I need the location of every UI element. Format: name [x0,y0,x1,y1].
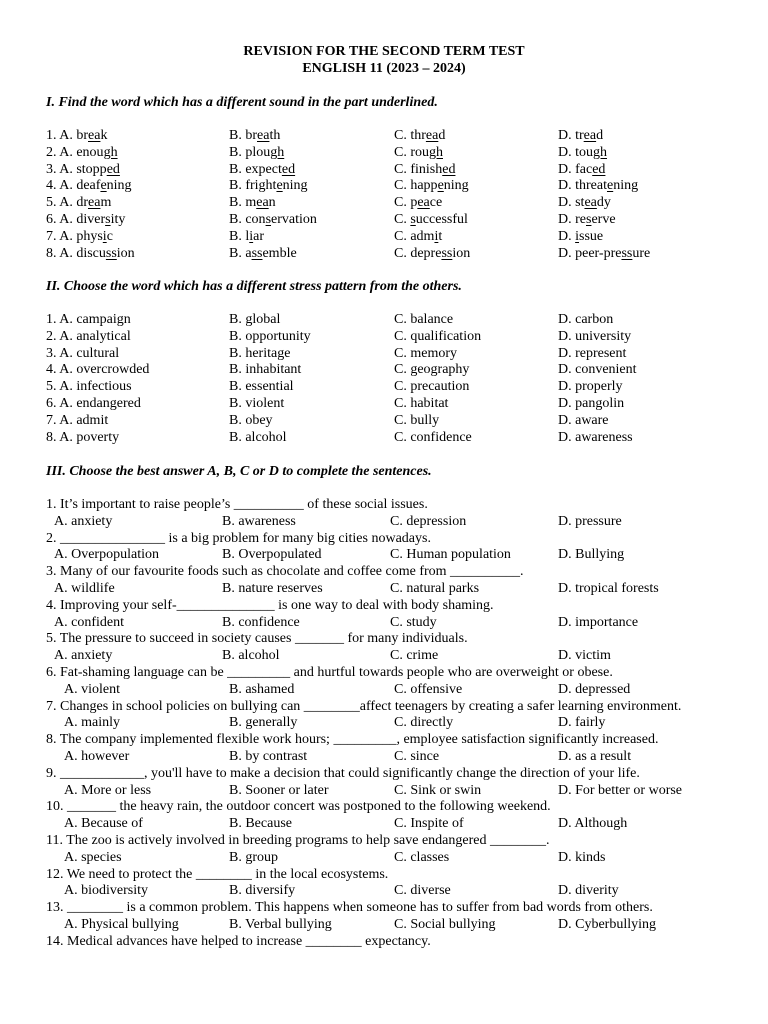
section-1-grid [46,128,726,262]
option-word: C. bully [394,412,440,428]
answer-option: A. More or less [64,782,152,798]
underlined-part: ea [584,195,597,211]
sound-question-row [46,145,726,162]
question-text: 3. Many of our favourite foods such as chocolate and coffee come from __________. [46,564,524,580]
option-word: C. happening [394,178,469,194]
option-word: B. essential [229,379,294,395]
option-word: D. pangolin [558,395,625,411]
option-word: C. rough [394,144,443,160]
answer-option: D. diverity [558,883,619,899]
question-text: 1. It’s important to raise people’s __________ of these social issues. [46,497,428,512]
option-word: 5. A. infectious [46,379,132,395]
underlined-part: gh [593,144,607,160]
question-text: 9. ____________, you'll have to make a decision that could significantly change the direction of your life. [46,765,640,781]
question-text: 5. The pressure to succeed in society causes _______ for many individuals. [46,631,468,647]
option-word: C. memory [394,345,457,361]
answer-option: B. Overpopulated [222,547,322,563]
option-word: 4. A. overcrowded [46,362,150,378]
answer-options [46,648,720,665]
answer-option: A. anxiety [54,513,113,529]
answer-option: B. awareness [222,513,296,529]
underlined-part: ss [251,245,263,261]
section-3-heading: III. Choose the best answer A, B, C or D to complete the sentences. [46,464,432,479]
sound-question-row [46,162,726,179]
option-word: C. confidence [394,429,472,445]
question-text: 4. Improving your self-______________ is one way to deal with body shaming. [46,597,494,613]
option-word: D. properly [558,379,623,395]
option-word: C. finished [394,161,456,177]
answer-option: B. Sooner or later [229,782,329,798]
option-word: B. conservation [229,211,317,227]
answer-option: C. depression [390,513,467,529]
option-word: 8. A. poverty [46,429,120,445]
answer-options [46,850,720,867]
option-word: D. convenient [558,362,637,378]
underlined-part: ed [106,161,120,177]
underlined-part: e [100,178,107,194]
underlined-part: e [437,178,444,194]
section-2-grid [46,312,726,446]
answer-option: C. directly [394,715,454,731]
option-word: 2. A. enough [46,144,118,160]
option-word: B. frightening [229,178,308,194]
option-word: C. peace [394,195,443,211]
answer-option: C. offensive [394,681,463,697]
option-word: D. peer-pressure [558,245,651,261]
answer-option: A. Overpopulation [54,547,159,563]
option-word: B. mean [229,195,276,211]
underlined-part: ea [417,195,430,211]
stress-question-row [46,329,726,346]
sound-question-row [46,229,726,246]
question-text: 12. We need to protect the ________ in the local ecosystems. [46,866,389,882]
sound-question-row [46,178,726,195]
option-word: 1. A. break [46,128,108,143]
answer-option: D. tropical forests [558,580,659,596]
question-text: 14. Medical advances have helped to increase ________ expectancy. [46,933,431,949]
option-word: C. balance [394,312,454,327]
answer-options [46,581,720,598]
underlined-part: ea [425,128,439,143]
option-word: C. precaution [394,379,470,395]
option-word: B. liar [229,228,265,244]
underlined-part: ea [583,128,597,143]
answer-option: A. Physical bullying [64,916,179,932]
underlined-part: ed [592,161,606,177]
option-word: D. issue [558,228,604,244]
underlined-part: i [434,228,439,244]
answer-option: D. Cyberbullying [558,916,656,932]
option-word: B. violent [229,395,285,411]
underlined-part: s [586,211,592,227]
answer-option: A. however [64,748,130,764]
option-word: 8. A. discussion [46,245,135,261]
answer-option: A. anxiety [54,648,113,664]
answer-option: D. importance [558,614,639,630]
question-text: 2. _______________ is a big problem for many big cities nowadays. [46,530,431,546]
answer-option: C. crime [390,648,439,664]
answer-option: D. Although [558,816,628,832]
underlined-part: ea [257,128,270,143]
underlined-part: ea [88,128,101,143]
option-word: B. alcohol [229,429,287,445]
answer-option: D. fairly [558,715,606,731]
sound-question-row [46,246,726,263]
answer-option: A. violent [64,681,120,697]
underlined-part: s [105,211,111,227]
document-title: REVISION FOR THE SECOND TERM TEST [243,44,525,59]
answer-option: D. kinds [558,849,606,865]
option-word: D. university [558,328,632,344]
underlined-part: gh [429,144,443,160]
option-word: 4. A. deafening [46,178,132,194]
answer-option: D. depressed [558,681,631,697]
option-word: B. opportunity [229,328,311,344]
answer-option: C. Human population [390,547,511,563]
answer-option: D. victim [558,648,611,664]
stress-question-row [46,312,726,329]
option-word: C. geography [394,362,470,378]
stress-question-row [46,430,726,447]
option-word: D. steady [558,195,611,211]
answer-option: A. species [64,849,122,865]
answer-option: B. confidence [222,614,300,630]
answer-options [46,917,720,934]
option-word: C. admit [394,228,443,244]
option-word: D. faced [558,161,606,177]
answer-option: C. Sink or swin [394,782,482,798]
option-word: D. aware [558,412,609,428]
option-word: B. global [229,312,281,327]
answer-option: A. confident [54,614,124,630]
answer-option: C. natural parks [390,580,480,596]
option-word: 3. A. stopped [46,161,120,177]
underlined-part: s [265,211,272,227]
option-word: C. thread [394,128,446,143]
option-word: D. awareness [558,429,633,445]
answer-options [46,783,720,800]
answer-options [46,715,720,732]
stress-question-row [46,413,726,430]
answer-option: B. Because [229,816,292,832]
sound-question-row [46,212,726,229]
answer-option: D. as a result [558,748,632,764]
option-word: D. reserve [558,211,616,227]
underlined-part: i [575,228,580,244]
answer-options [46,749,720,766]
answer-options [46,514,720,531]
answer-option: D. pressure [558,513,622,529]
question-text: 11. The zoo is actively involved in breeding programs to help save endangered ________. [46,832,550,848]
option-word: 7. A. admit [46,412,109,428]
section-2-heading: II. Choose the word which has a different stress pattern from the others. [46,279,462,294]
underlined-part: e [606,178,614,194]
underlined-part: s [410,211,416,227]
option-word: D. represent [558,345,627,361]
option-word: C. successful [394,211,468,227]
option-word: D. tread [558,128,604,143]
underlined-part: ea [88,195,101,211]
answer-option: D. For better or worse [558,782,683,798]
option-word: B. inhabitant [229,362,302,378]
option-word: 7. A. physic [46,228,113,244]
answer-option: B. generally [229,715,298,731]
underlined-part: ss [105,245,117,261]
underlined-part: i [102,228,107,244]
option-word: B. plough [229,144,285,160]
answer-options [46,682,720,699]
option-word: D. tough [558,144,607,160]
option-word: B. obey [229,412,273,428]
option-word: 6. A. endangered [46,395,141,411]
option-word: C. habitat [394,395,449,411]
option-word: 3. A. cultural [46,345,120,361]
question-text: 10. _______ the heavy rain, the outdoor concert was postponed to the following weekend. [46,799,551,815]
answer-options [46,883,720,900]
answer-option: B. diversify [229,883,296,899]
answer-option: C. diverse [394,883,451,899]
option-word: B. expected [229,161,296,177]
option-word: 5. A. dream [46,195,112,211]
option-word: B. assemble [229,245,297,261]
option-word: C. depression [394,245,471,261]
answer-option: C. study [390,614,437,630]
answer-options [46,615,720,632]
sound-question-row [46,195,726,212]
answer-option: C. Inspite of [394,816,464,832]
option-word: B. heritage [229,345,291,361]
answer-options [46,816,720,833]
answer-option: C. classes [394,849,450,865]
underlined-part: ed [281,161,296,177]
underlined-part: i [249,228,254,244]
underlined-part: ss [621,245,633,261]
answer-option: B. Verbal bullying [229,916,332,932]
section-3-questions [46,497,720,951]
answer-option: B. ashamed [229,681,295,697]
answer-option: B. alcohol [222,648,280,664]
document-subtitle: ENGLISH 11 (2023 – 2024) [302,61,466,76]
question-text: 13. ________ is a common problem. This happens when someone has to suffer from bad words from others. [46,900,653,916]
underlined-part: ss [441,245,453,261]
question-text: 8. The company implemented flexible work hours; _________, employee satisfaction significantly increased. [46,732,659,748]
option-word: D. carbon [558,312,614,327]
answer-option: D. Bullying [558,547,625,563]
stress-question-row [46,346,726,363]
stress-question-row [46,379,726,396]
answer-option: A. biodiversity [64,883,148,899]
section-1-heading: I. Find the word which has a different sound in the part underlined. [46,95,438,110]
option-word: C. qualification [394,328,482,344]
answer-option: C. since [394,748,440,764]
answer-option: B. by contrast [229,748,308,764]
sound-question-row [46,128,726,145]
option-word: 6. A. diversity [46,211,126,227]
option-word: 2. A. analytical [46,328,131,344]
answer-option: B. nature reserves [222,580,323,596]
answer-option: A. mainly [64,715,120,731]
underlined-part: gh [103,144,118,160]
answer-option: C. Social bullying [394,916,496,932]
answer-option: B. group [229,849,278,865]
answer-option: A. wildlife [54,580,115,596]
stress-question-row [46,396,726,413]
stress-question-row [46,362,726,379]
answer-option: A. Because of [64,816,143,832]
underlined-part: gh [270,144,285,160]
question-text: 7. Changes in school policies on bullying can ________affect teenagers by creating a safer learning environment. [46,698,682,714]
option-word: D. threatening [558,178,639,194]
option-word: B. breath [229,128,281,143]
question-text: 6. Fat-shaming language can be _________ and hurtful towards people who are overweight or obese. [46,664,613,680]
underlined-part: ea [256,195,269,211]
underlined-part: e [276,178,283,194]
answer-options [46,547,720,564]
option-word: 1. A. campaign [46,312,131,327]
underlined-part: ed [442,161,456,177]
